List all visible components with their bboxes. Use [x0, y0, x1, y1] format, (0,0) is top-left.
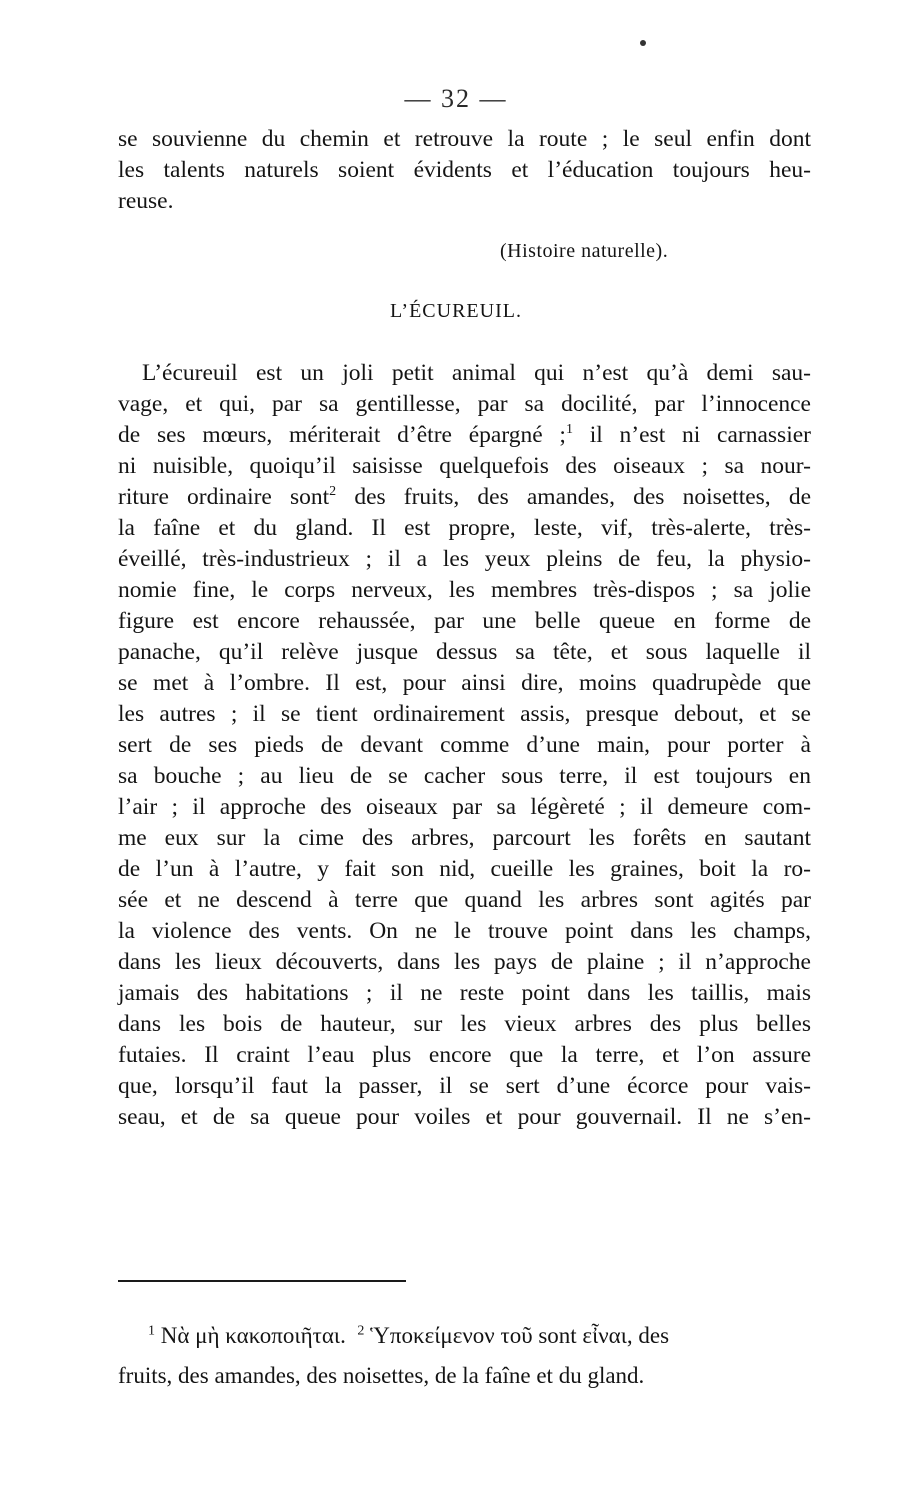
- text-line: reuse.: [118, 188, 174, 214]
- opening-paragraph: [118, 124, 811, 217]
- page-speck: [640, 40, 646, 46]
- text-line: que, lorsqu’il faut la passer, il se sert d’une écorce pour vais-: [118, 1073, 811, 1099]
- text-line: sa bouche ; au lieu de se cacher sous terre, il est toujours en: [118, 763, 811, 789]
- text-line: nomie fine, le corps nerveux, les membres très-dispos ; sa jolie: [118, 577, 811, 603]
- text-line: se souvienne du chemin et retrouve la route ; le seul enfin dont: [118, 126, 811, 152]
- page-number: — 32 —: [404, 84, 508, 113]
- text-line: la violence des vents. On ne le trouve point dans les champs,: [118, 918, 811, 944]
- text-line: sert de ses pieds de devant comme d’une main, pour porter à: [118, 732, 811, 758]
- text-line: se met à l’ombre. Il est, pour ainsi dire, moins quadrupède que: [118, 670, 811, 696]
- text-segment: de ses mœurs, mériterait d’être épargné ;: [118, 422, 566, 448]
- text-line: seau, et de sa queue pour voiles et pour gouvernail. Il ne s’en-: [118, 1104, 811, 1130]
- footnote-separator: [118, 1280, 406, 1282]
- text-line: les talents naturels soient évidents et l’éducation toujours heu-: [118, 157, 811, 183]
- text-line: vage, et qui, par sa gentillesse, par sa docilité, par l’innocence: [118, 391, 811, 417]
- text-line: la faîne et du gland. Il est propre, leste, vif, très-alerte, très-: [118, 515, 811, 541]
- source-citation: (Histoire naturelle).: [500, 240, 669, 262]
- text-segment: riture ordinaire sont: [118, 484, 330, 510]
- section-title: L’ÉCUREUIL.: [390, 300, 522, 322]
- text-line: jamais des habitations ; il ne reste point dans les taillis, mais: [118, 980, 811, 1006]
- text-line: les autres ; il se tient ordinairement assis, presque debout, et se: [118, 701, 811, 727]
- footnote-1-text: Νὰ μὴ κακοποιῆται.: [160, 1323, 346, 1348]
- text-line: dans les bois de hauteur, sur les vieux arbres des plus belles: [118, 1011, 811, 1037]
- text-line: futaies. Il craint l’eau plus encore que la terre, et l’on assure: [118, 1042, 811, 1068]
- footnote-line: [118, 1316, 811, 1356]
- footnote-marker-2: 2: [357, 1323, 365, 1339]
- text-segment: des fruits, des amandes, des noisettes, de: [336, 484, 811, 510]
- footnotes: [118, 1316, 811, 1396]
- text-line-with-note: [118, 482, 811, 513]
- text-segment: il n’est ni carnassier: [572, 422, 811, 448]
- text-line: sée et ne descend à terre que quand les arbres sont agités par: [118, 887, 811, 913]
- text-line: dans les lieux découverts, dans les pays de plaine ; il n’approche: [118, 949, 811, 975]
- text-line: de l’un à l’autre, y fait son nid, cueille les graines, boit la ro-: [118, 856, 811, 882]
- footnote-2-text: Ὑποκείμενον τοῦ sont εἶναι, des: [370, 1323, 670, 1348]
- text-line-with-note: [118, 420, 811, 451]
- text-line: ni nuisible, quoiqu’il saisisse quelquefois des oiseaux ; sa nour-: [118, 453, 811, 479]
- text-line: panache, qu’il relève jusque dessus sa tête, et sous laquelle il: [118, 639, 811, 665]
- text-line: me eux sur la cime des arbres, parcourt les forêts en sautant: [118, 825, 811, 851]
- text-line: figure est encore rehaussée, par une belle queue en forme de: [118, 608, 811, 634]
- text-line: l’air ; il approche des oiseaux par sa légèreté ; il demeure com-: [118, 794, 811, 820]
- footnote-marker-1: 1: [148, 1323, 155, 1339]
- footnote-ref-2: 2: [329, 484, 337, 500]
- main-paragraph: [118, 358, 811, 1133]
- text-line: éveillé, très-industrieux ; il a les yeux pleins de feu, la physio-: [118, 546, 811, 572]
- footnote-ref-1: 1: [565, 422, 573, 438]
- text-line: L’écureuil est un joli petit animal qui n’est qu’à demi sau-: [142, 360, 811, 386]
- footnote-line: fruits, des amandes, des noisettes, de la faîne et du gland.: [118, 1363, 645, 1388]
